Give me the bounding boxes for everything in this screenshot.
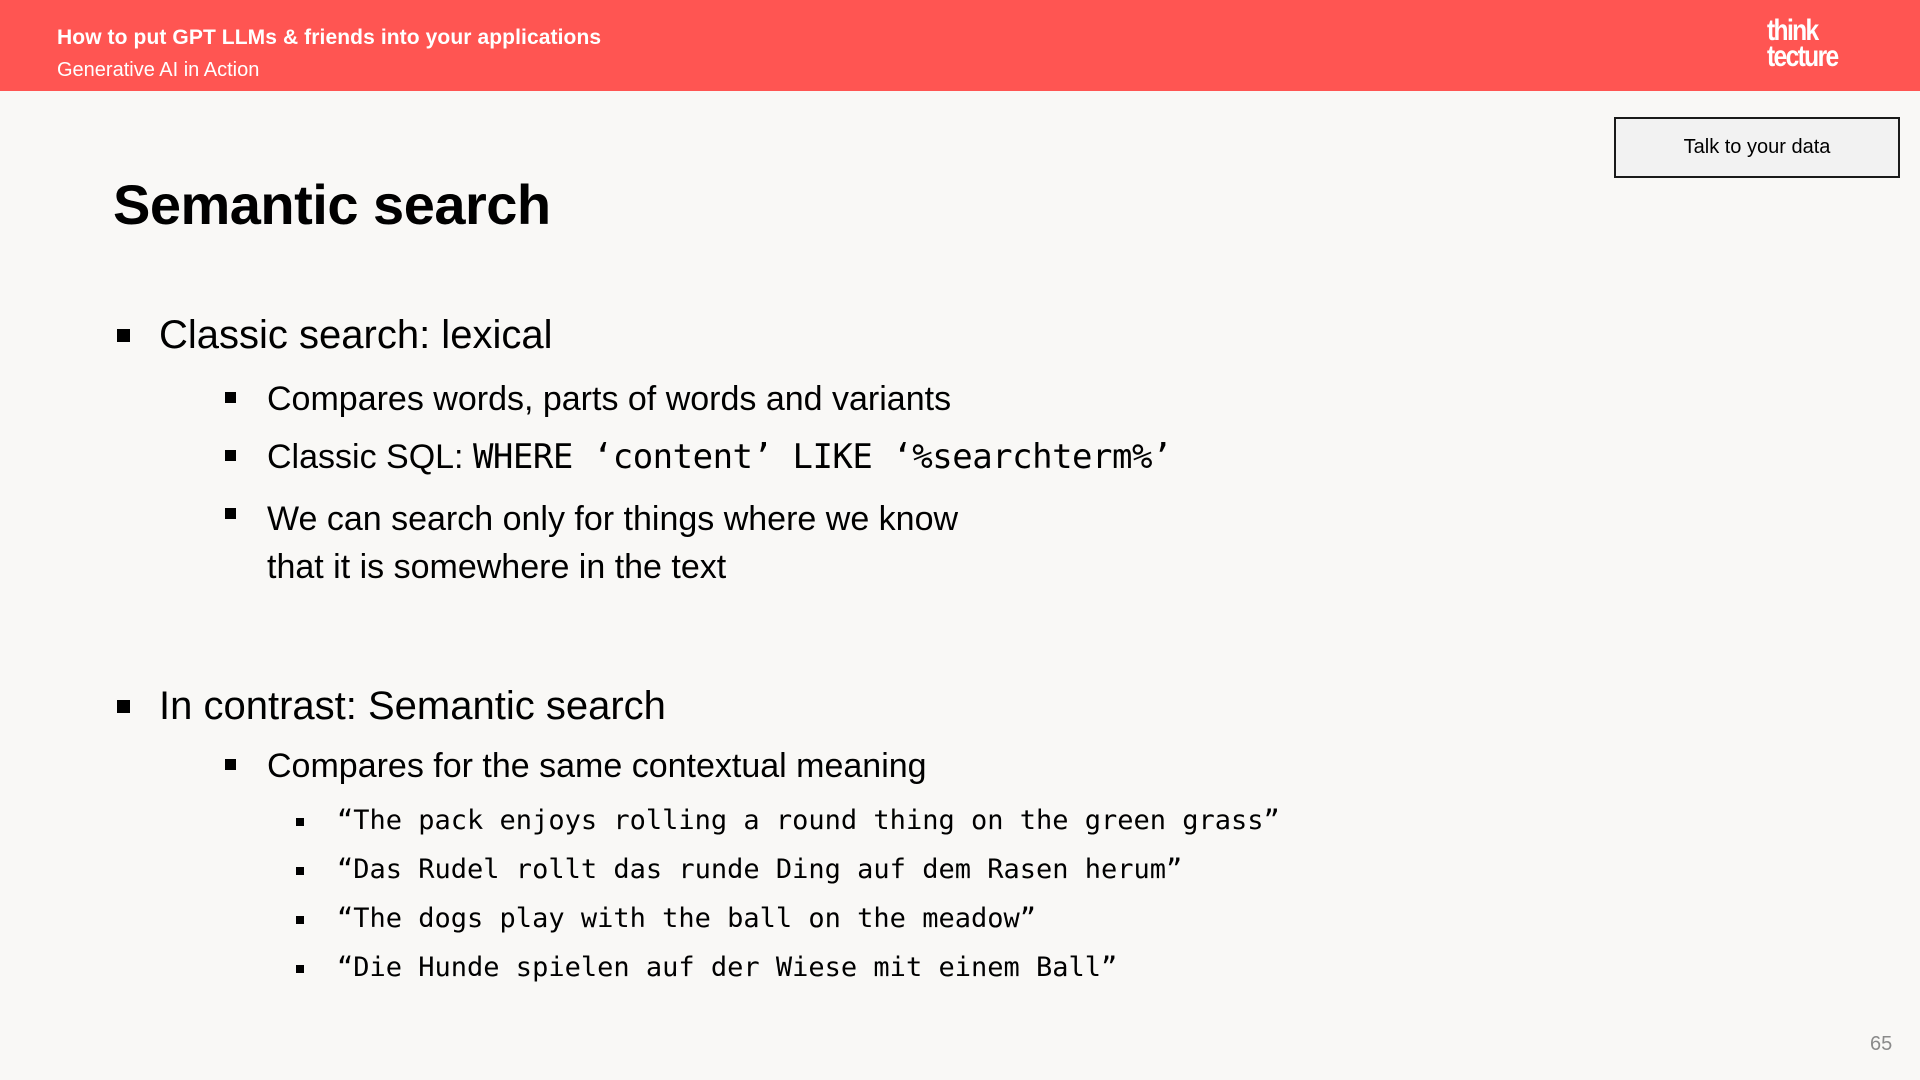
classic-sql-prefix: Classic SQL: [267,438,473,476]
topic-tag-label: Talk to your data [1683,136,1831,158]
bullet-marker [225,392,236,403]
bullet-marker [225,450,236,461]
page-number: 65 [1870,1033,1893,1055]
bullet-marker [296,965,304,973]
topic-tag [1614,117,1900,178]
bullet-marker [117,329,130,342]
bullet-marker [296,916,304,924]
search-limitation-line-1: We can search only for things where we know [267,500,959,538]
example-sentence: “The pack enjoys rolling a round thing on the green grass” [337,805,1280,836]
example-sentence: “Das Rudel rollt das runde Ding auf dem Rasen herum” [337,854,1183,885]
bullet-compares-words: Compares words, parts of words and variants [267,380,952,418]
logo-line-1: think [1767,14,1818,47]
bullet-marker [296,818,304,826]
classic-sql-code: WHERE ‘content’ LIKE ‘%searchterm%’ [472,437,1172,477]
header-bar [0,0,1920,91]
logo-line-2: tecture [1767,40,1838,73]
thinktecture-logo [1767,14,1838,73]
bullet-marker [296,867,304,875]
slide-title: Semantic search [113,173,551,236]
bullet-classic-sql [267,437,1172,477]
bullet-marker [225,759,236,770]
bullet-marker [117,700,130,713]
presentation-title: How to put GPT LLMs & friends into your applications [57,26,602,49]
bullet-contextual-meaning: Compares for the same contextual meaning [267,747,927,785]
example-sentence: “Die Hunde spielen auf der Wiese mit einem Ball” [337,952,1118,983]
bullet-semantic-search: In contrast: Semantic search [159,684,666,728]
bullet-search-limitation [267,495,958,591]
search-limitation-line-2: that it is somewhere in the text [267,548,727,586]
bullet-classic-search: Classic search: lexical [159,313,553,357]
example-sentence: “The dogs play with the ball on the meadow” [337,903,1036,934]
bullet-marker [225,508,236,519]
presentation-subtitle: Generative AI in Action [57,59,260,81]
